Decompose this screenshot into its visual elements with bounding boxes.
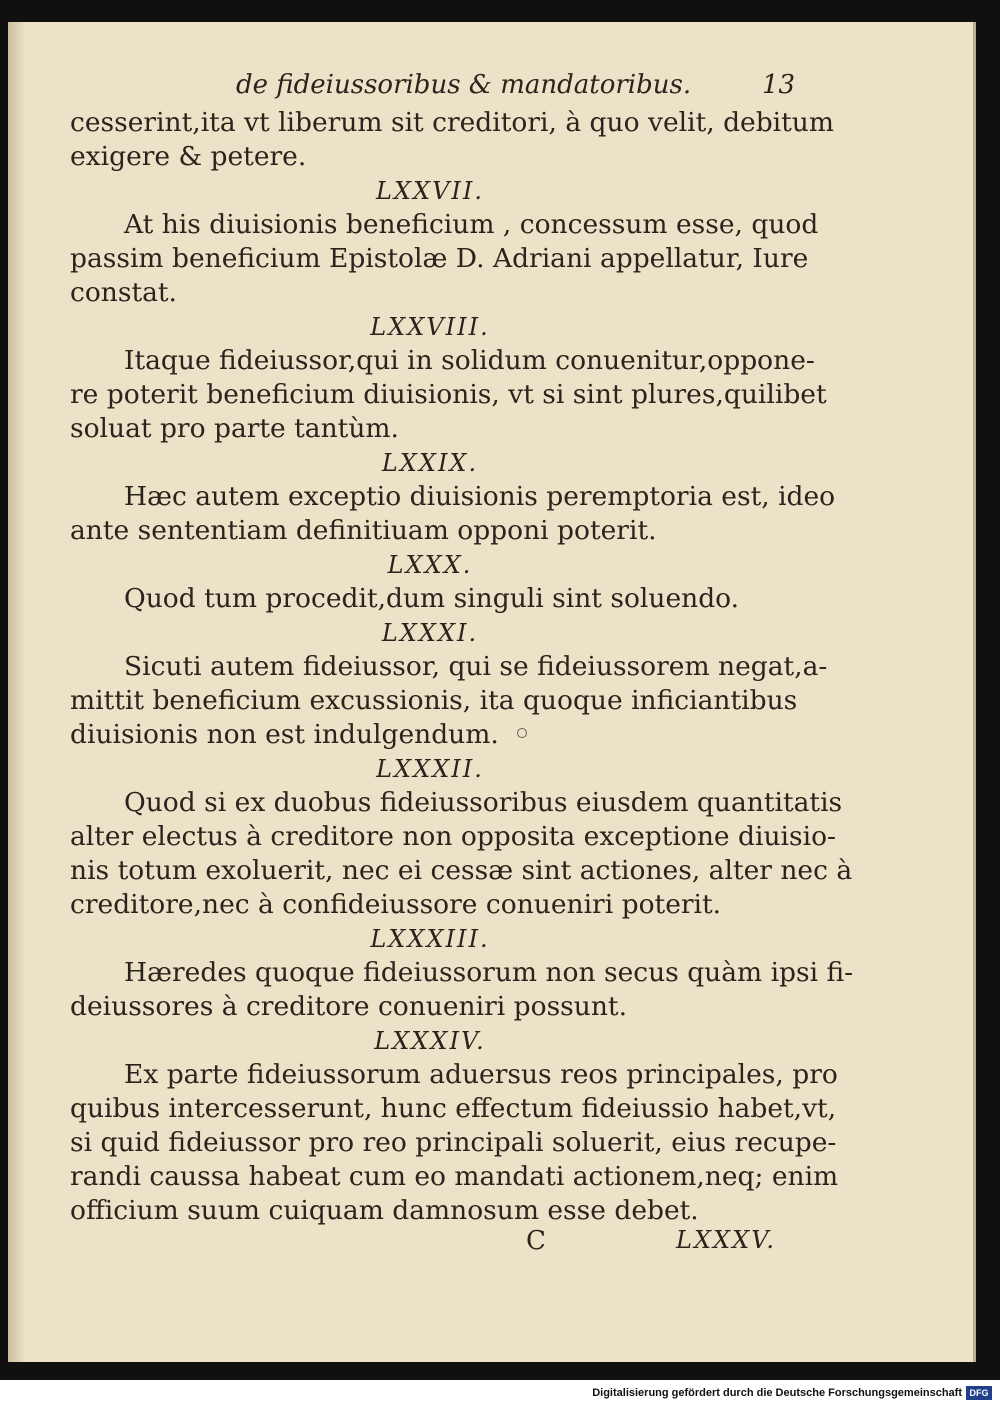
- text-line: Sicuti autem fideiussor, qui se fideiussorem negat,a-: [124, 651, 828, 682]
- text-line: Ex parte fideiussorum aduersus reos principales, pro: [124, 1059, 838, 1090]
- text-line: creditore,nec à confideiussore conueniri poterit.: [70, 889, 722, 920]
- body-text: [70, 106, 854, 1228]
- text-line: alter electus à creditore non opposita exceptione diuisio-: [70, 821, 836, 852]
- text-line: deiussores à creditore conueniri possunt.: [70, 991, 627, 1022]
- text-line: constat.: [70, 277, 177, 308]
- text-line: soluat pro parte tantùm.: [70, 413, 399, 444]
- text-line: cesserint,ita vt liberum sit creditori, à quo velit, debitum: [70, 107, 834, 138]
- text-line: diuisionis non est indulgendum.: [70, 719, 499, 750]
- dfg-logo: DFG: [966, 1386, 992, 1400]
- text-line: quibus intercesserunt, hunc effectum fideiussio habet,vt,: [70, 1093, 837, 1124]
- page-header: [0, 70, 1000, 110]
- text-line: Itaque fideiussor,qui in solidum conuenitur,oppone-: [124, 345, 815, 376]
- catchword: LXXXV.: [676, 1226, 776, 1254]
- text-line: re poterit beneficium diuisionis, vt si sint plures,quilibet: [70, 379, 827, 410]
- text-line: Quod tum procedit,dum singuli sint soluendo.: [124, 583, 740, 614]
- section-number: LXXIX.: [381, 449, 479, 477]
- text-line: ante sententiam definitiuam opponi poterit.: [70, 515, 657, 546]
- section-number: LXXVIII.: [370, 313, 490, 341]
- text-line: nis totum exoluerit, nec ei cessæ sint actiones, alter nec à: [70, 855, 853, 886]
- text-line: si quid fideiussor pro reo principali soluerit, eius recupe-: [70, 1127, 837, 1158]
- text-line: Hæredes quoque fideiussorum non secus quàm ipsi fi-: [124, 957, 854, 988]
- section-number: LXXXIII.: [370, 925, 490, 953]
- section-number: LXXXI.: [381, 619, 479, 647]
- text-line: passim beneficium Epistolæ D. Adriani appellatur, Iure: [70, 243, 809, 274]
- text-line: exigere & petere.: [70, 141, 307, 172]
- section-number: LXXXII.: [376, 755, 484, 783]
- ink-dot-mark: [517, 728, 527, 738]
- text-line: officium suum cuiquam damnosum esse debet.: [70, 1195, 699, 1226]
- text-line: Quod si ex duobus fideiussoribus eiusdem quantitatis: [124, 787, 843, 818]
- page-gutter: [8, 22, 26, 1362]
- section-number: LXXVII.: [375, 177, 485, 205]
- text-line: randi caussa habeat cum eo mandati actionem,neq; enim: [70, 1161, 839, 1192]
- text-line: Hæc autem exceptio diuisionis peremptoria est, ideo: [124, 481, 836, 512]
- footer-credit: Digitalisierung gefördert durch die Deutsche Forschungsgemeinschaft: [592, 1387, 962, 1399]
- signature-mark: C: [526, 1226, 546, 1256]
- page-number: 13: [762, 70, 796, 100]
- footer-bar: [0, 1380, 1000, 1408]
- text-line: mittit beneficium excussionis, ita quoque inficiantibus: [70, 685, 798, 716]
- section-number: LXXXIV.: [374, 1027, 486, 1055]
- running-title: de fideiussoribus & mandatoribus.: [236, 70, 692, 100]
- section-number: LXXX.: [387, 551, 473, 579]
- text-line: At his diuisionis beneficium , concessum esse, quod: [124, 209, 819, 240]
